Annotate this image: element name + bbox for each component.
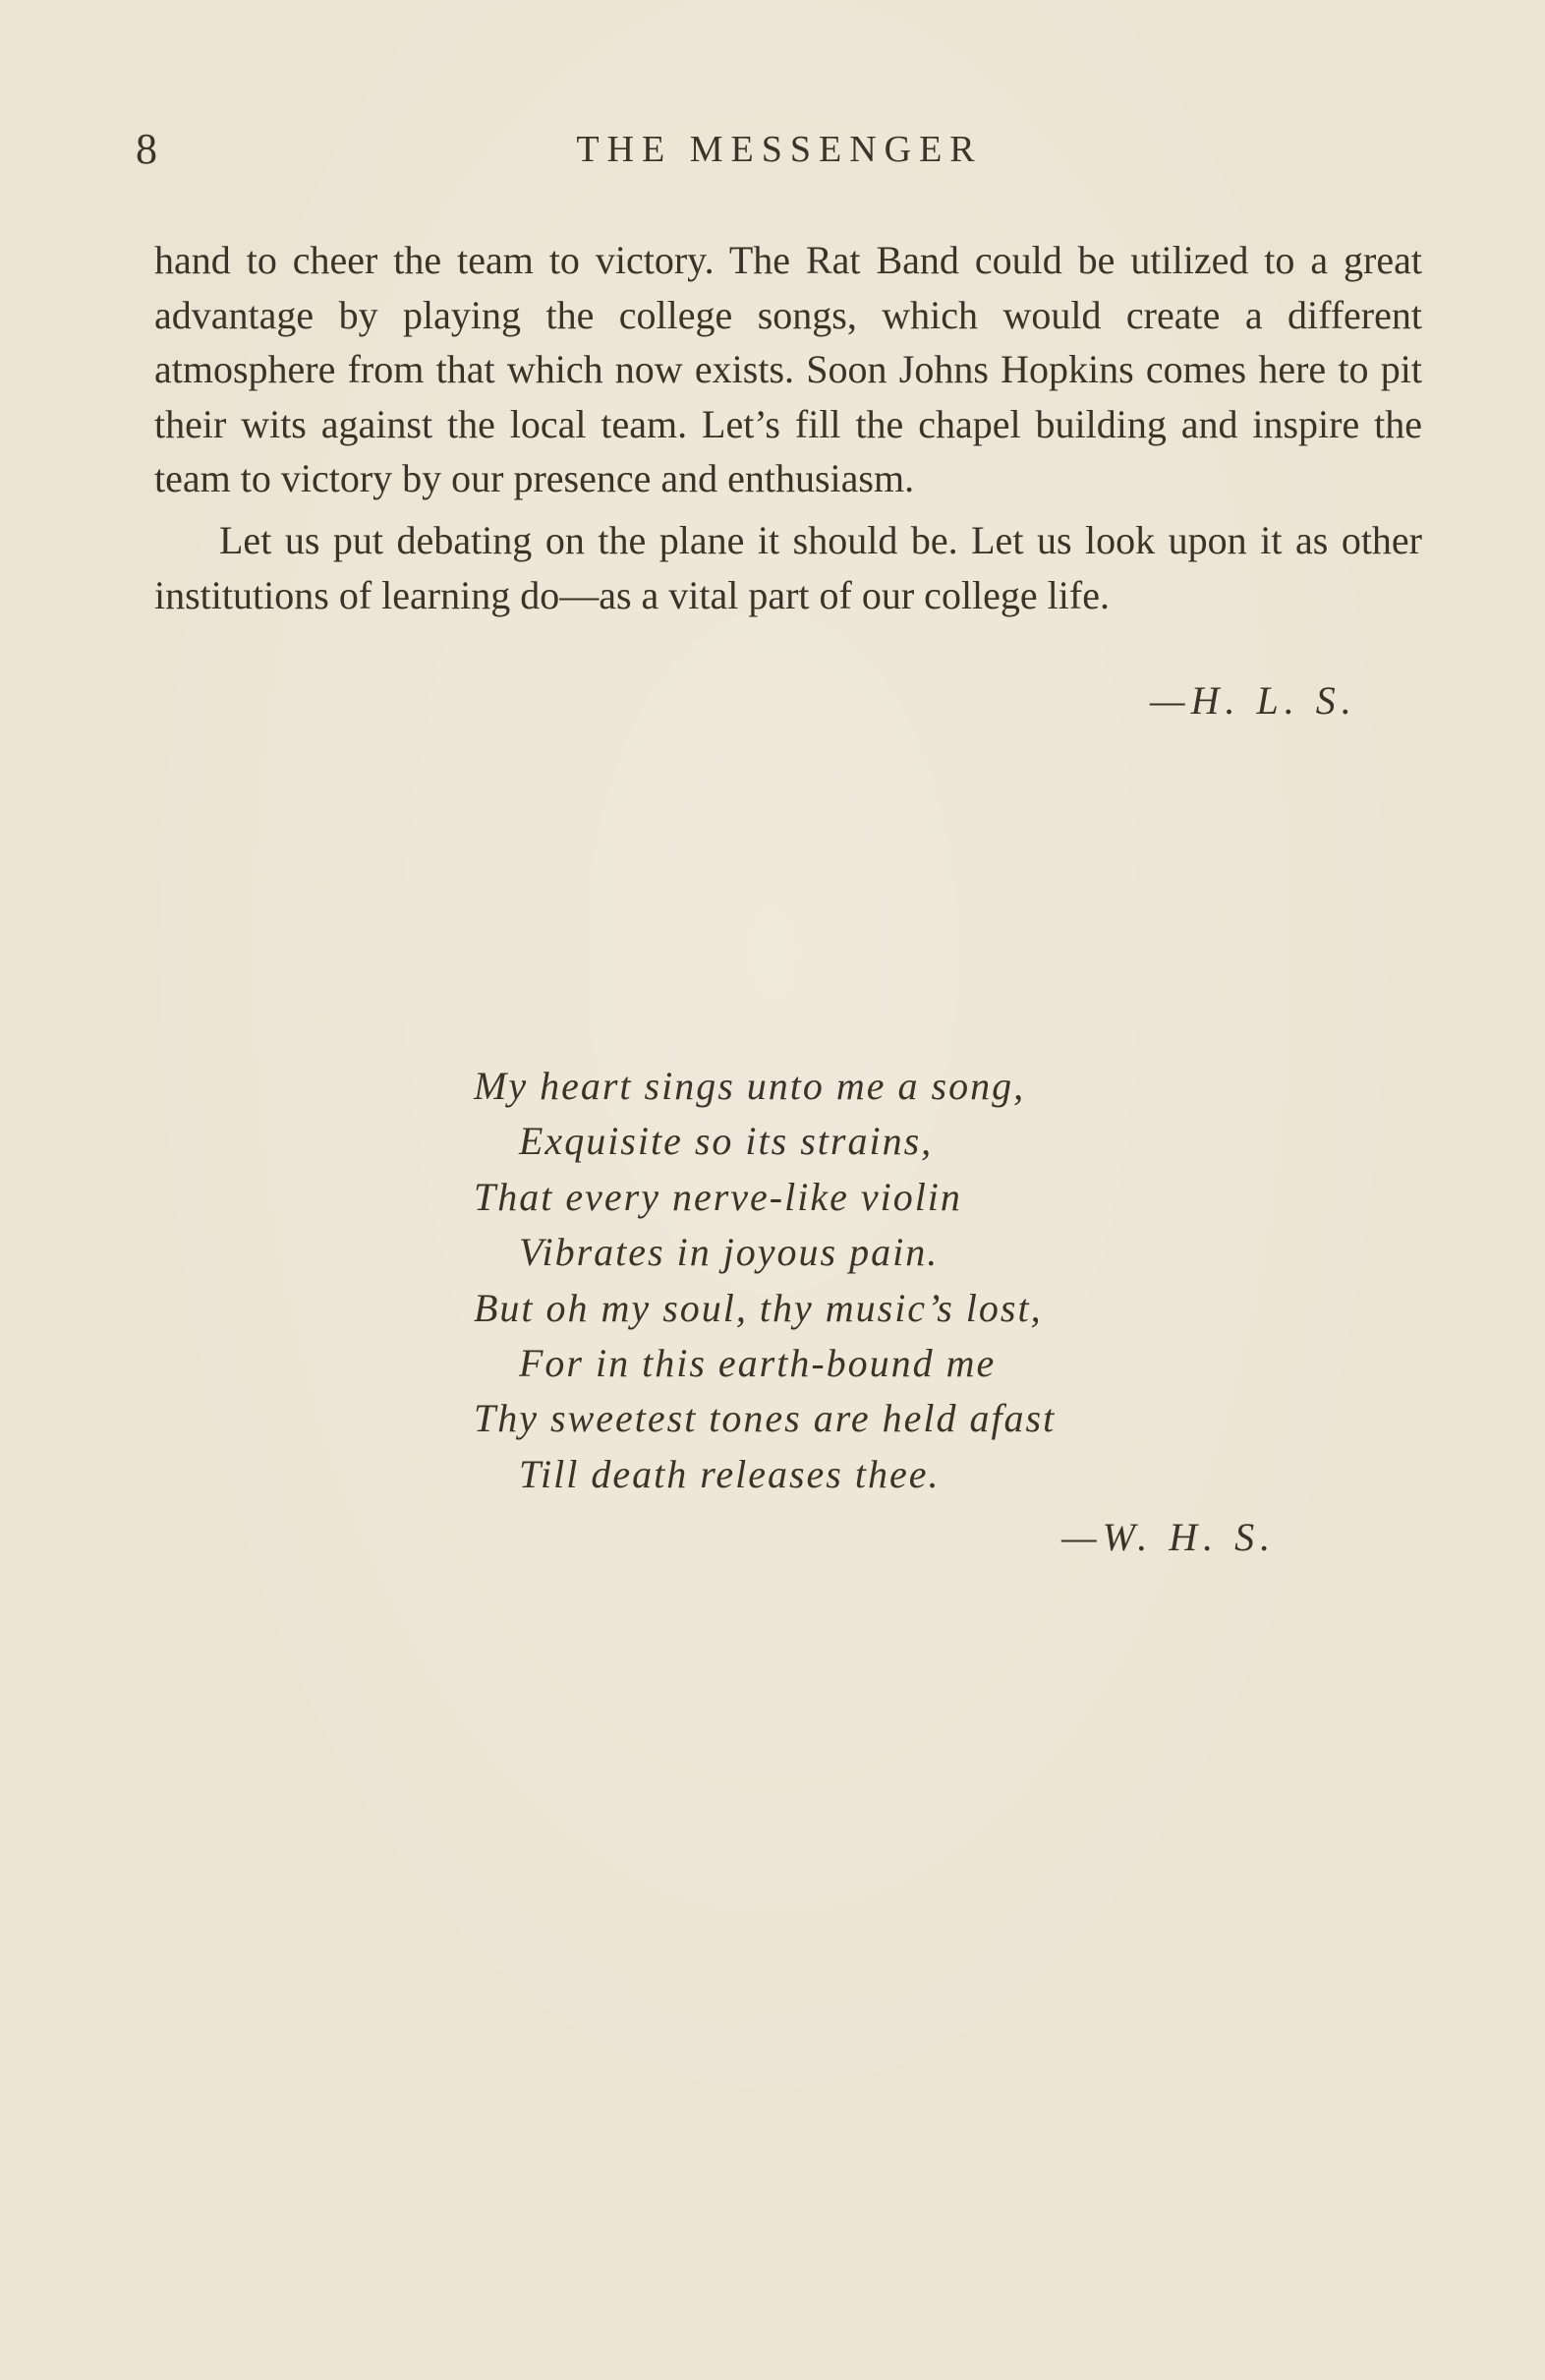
page-number: 8 <box>136 125 157 173</box>
poem-line: Vibrates in joyous pain. <box>519 1230 940 1275</box>
poem-line: Till death releases thee. <box>519 1451 941 1496</box>
paragraph: Let us put debating on the plane it should be. Let us look upon it as other institutions of learning do—as a vital part of our college life. <box>154 517 1422 617</box>
poem-line: Thy sweetest tones are held afast <box>474 1396 1057 1441</box>
running-title: THE MESSENGER <box>576 129 983 170</box>
poem-line: Exquisite so its strains, <box>519 1119 934 1164</box>
essay-signature: —H. L. S. <box>1150 678 1357 723</box>
poem-line: For in this earth-bound me <box>519 1341 997 1386</box>
poem <box>474 1059 1280 1502</box>
poem-line: That every nerve-like violin <box>474 1174 962 1219</box>
paragraph: hand to cheer the team to victory. The Rat Band could be utilized to a great advantage by playing the college songs, which would create a different atmosphere from that which now exists. Soon Johns Hopkins comes here to pit their wits against the local team. Let’s fill the chapel building and inspire the team to victory by our presence and enthusiasm. <box>154 238 1422 501</box>
poem-line: But oh my soul, thy music’s lost, <box>474 1285 1043 1330</box>
poem-line: My heart sings unto me a song, <box>474 1064 1026 1108</box>
page-header <box>136 120 1423 179</box>
poem-signature: —W. H. S. <box>1061 1515 1277 1559</box>
essay-text <box>154 233 1422 622</box>
